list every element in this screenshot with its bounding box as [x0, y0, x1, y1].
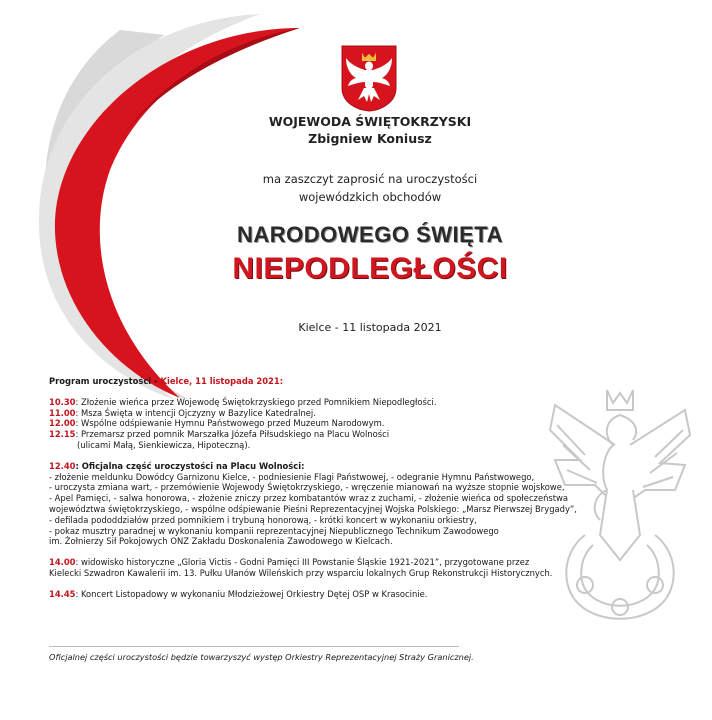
program-item	[49, 418, 559, 429]
program-title-highlight: Kielce, 11 listopada 2021:	[160, 376, 284, 386]
holiday-title-line-2: NIEPODLEGŁOŚCI	[232, 252, 508, 285]
program-time: 14.45	[49, 588, 76, 599]
footer-note: Oficjalnej części uroczystości będzie towarzyszyć występ Orkiestry Reprezentacyjnej Straży Granicznej.	[49, 652, 474, 662]
official-line: województwa świętokrzyskiego, - wspólne odśpiewanie Pieśni Reprezentacyjnej Wojska Polskiego: „Marsz Pierwszej Brygady”,	[49, 503, 577, 514]
program-time: 12.15	[49, 429, 76, 440]
organizer-title: WOJEWODA ŚWIĘTOKRZYSKI	[268, 114, 472, 129]
official-line: - pokaz musztry paradnej w wykonaniu kompanii reprezentacyjnej Niepublicznego Technikum Zawodowego	[49, 525, 499, 536]
program-time: 11.00	[49, 407, 76, 418]
official-heading	[49, 461, 559, 472]
invitation-line-1: ma zaszczyt zaprosić na uroczystości	[262, 172, 478, 186]
program-time: 10.30	[49, 396, 76, 407]
official-line: - złożenie meldunku Dowódcy Garnizonu Kielce, - podniesienie Flagi Państwowej, - odegranie Hymnu Państwowego,	[49, 471, 535, 482]
holiday-title-line-1: NARODOWEGO ŚWIĘTA	[237, 222, 503, 247]
military-eagle-emblem-icon	[545, 385, 695, 645]
official-heading-text: : Oficjalna część uroczystości na Placu Wolności:	[75, 460, 305, 471]
show-item-continuation: Kielecki Szwadron Kawalerii im. 13. Pułku Ułanów Wileńskich przy wsparciu lokalnych Grup Rekonstrukcji Historycznych.	[49, 567, 553, 578]
official-line: im. Żołnierzy Sił Pokojowych ONZ Zakładu Doskonalenia Zawodowego w Kielcach.	[49, 536, 393, 547]
program-time: 14.00	[49, 557, 76, 568]
place-and-date: Kielce - 11 listopada 2021	[298, 321, 442, 334]
program-text: : Przemarsz przed pomnik Marszałka Józefa Piłsudskiego na Placu Wolności	[75, 429, 390, 440]
program-title-prefix: Program uroczystości -	[49, 376, 161, 386]
program-item	[49, 429, 559, 440]
program-title	[49, 376, 559, 387]
official-line: - defilada pododdziałów przed pomnikiem i trybuną honorową, - krótki koncert w wykonaniu orkiestry,	[49, 514, 477, 525]
program-time: 12.40	[49, 460, 76, 471]
program-section	[49, 376, 577, 600]
official-line: - uroczysta zmiana wart, - przemówienie Wojewody Świętokrzyskiego, - wręczenie mianowań na wyższe stopnie wojskowe,	[49, 482, 565, 493]
show-text: : widowisko historyczne „Gloria Victis - Godni Pamięci III Powstanie Śląskie 1921-2021”, przygotowane przez	[75, 557, 530, 568]
concert-item	[49, 589, 559, 600]
show-item	[49, 557, 559, 568]
program-item	[49, 408, 559, 419]
concert-text: : Koncert Listopadowy w wykonaniu Młodzieżowej Orkiestry Dętej OSP w Krasocinie.	[75, 588, 428, 599]
organizer-name: Zbigniew Koniusz	[308, 131, 432, 146]
invitation-line-2: wojewódzkich obchodów	[298, 190, 442, 204]
program-item	[49, 397, 559, 408]
divider	[49, 646, 459, 647]
program-text: : Złożenie wieńca przez Wojewodę Świętokrzyskiego przed Pomnikiem Niepodległości.	[75, 396, 437, 407]
program-item-continuation: (ulicami Małą, Sienkiewicza, Hipoteczną).	[77, 439, 251, 450]
organizer	[200, 113, 540, 147]
invitation-text	[200, 170, 540, 206]
program-text: : Msza Święta w intencji Ojczyzny w Bazylice Katedralnej.	[75, 407, 316, 418]
program-time: 12.00	[49, 418, 76, 429]
official-line: - Apel Pamięci, - salwa honorowa, - złożenie zniczy przez kombatantów wraz z zuchami, - złożenie wieńca od społeczeństwa	[49, 493, 569, 504]
polish-white-eagle-crest-icon	[340, 44, 398, 112]
program-text: : Wspólne odśpiewanie Hymnu Państwowego przed Muzeum Narodowym.	[75, 418, 385, 429]
